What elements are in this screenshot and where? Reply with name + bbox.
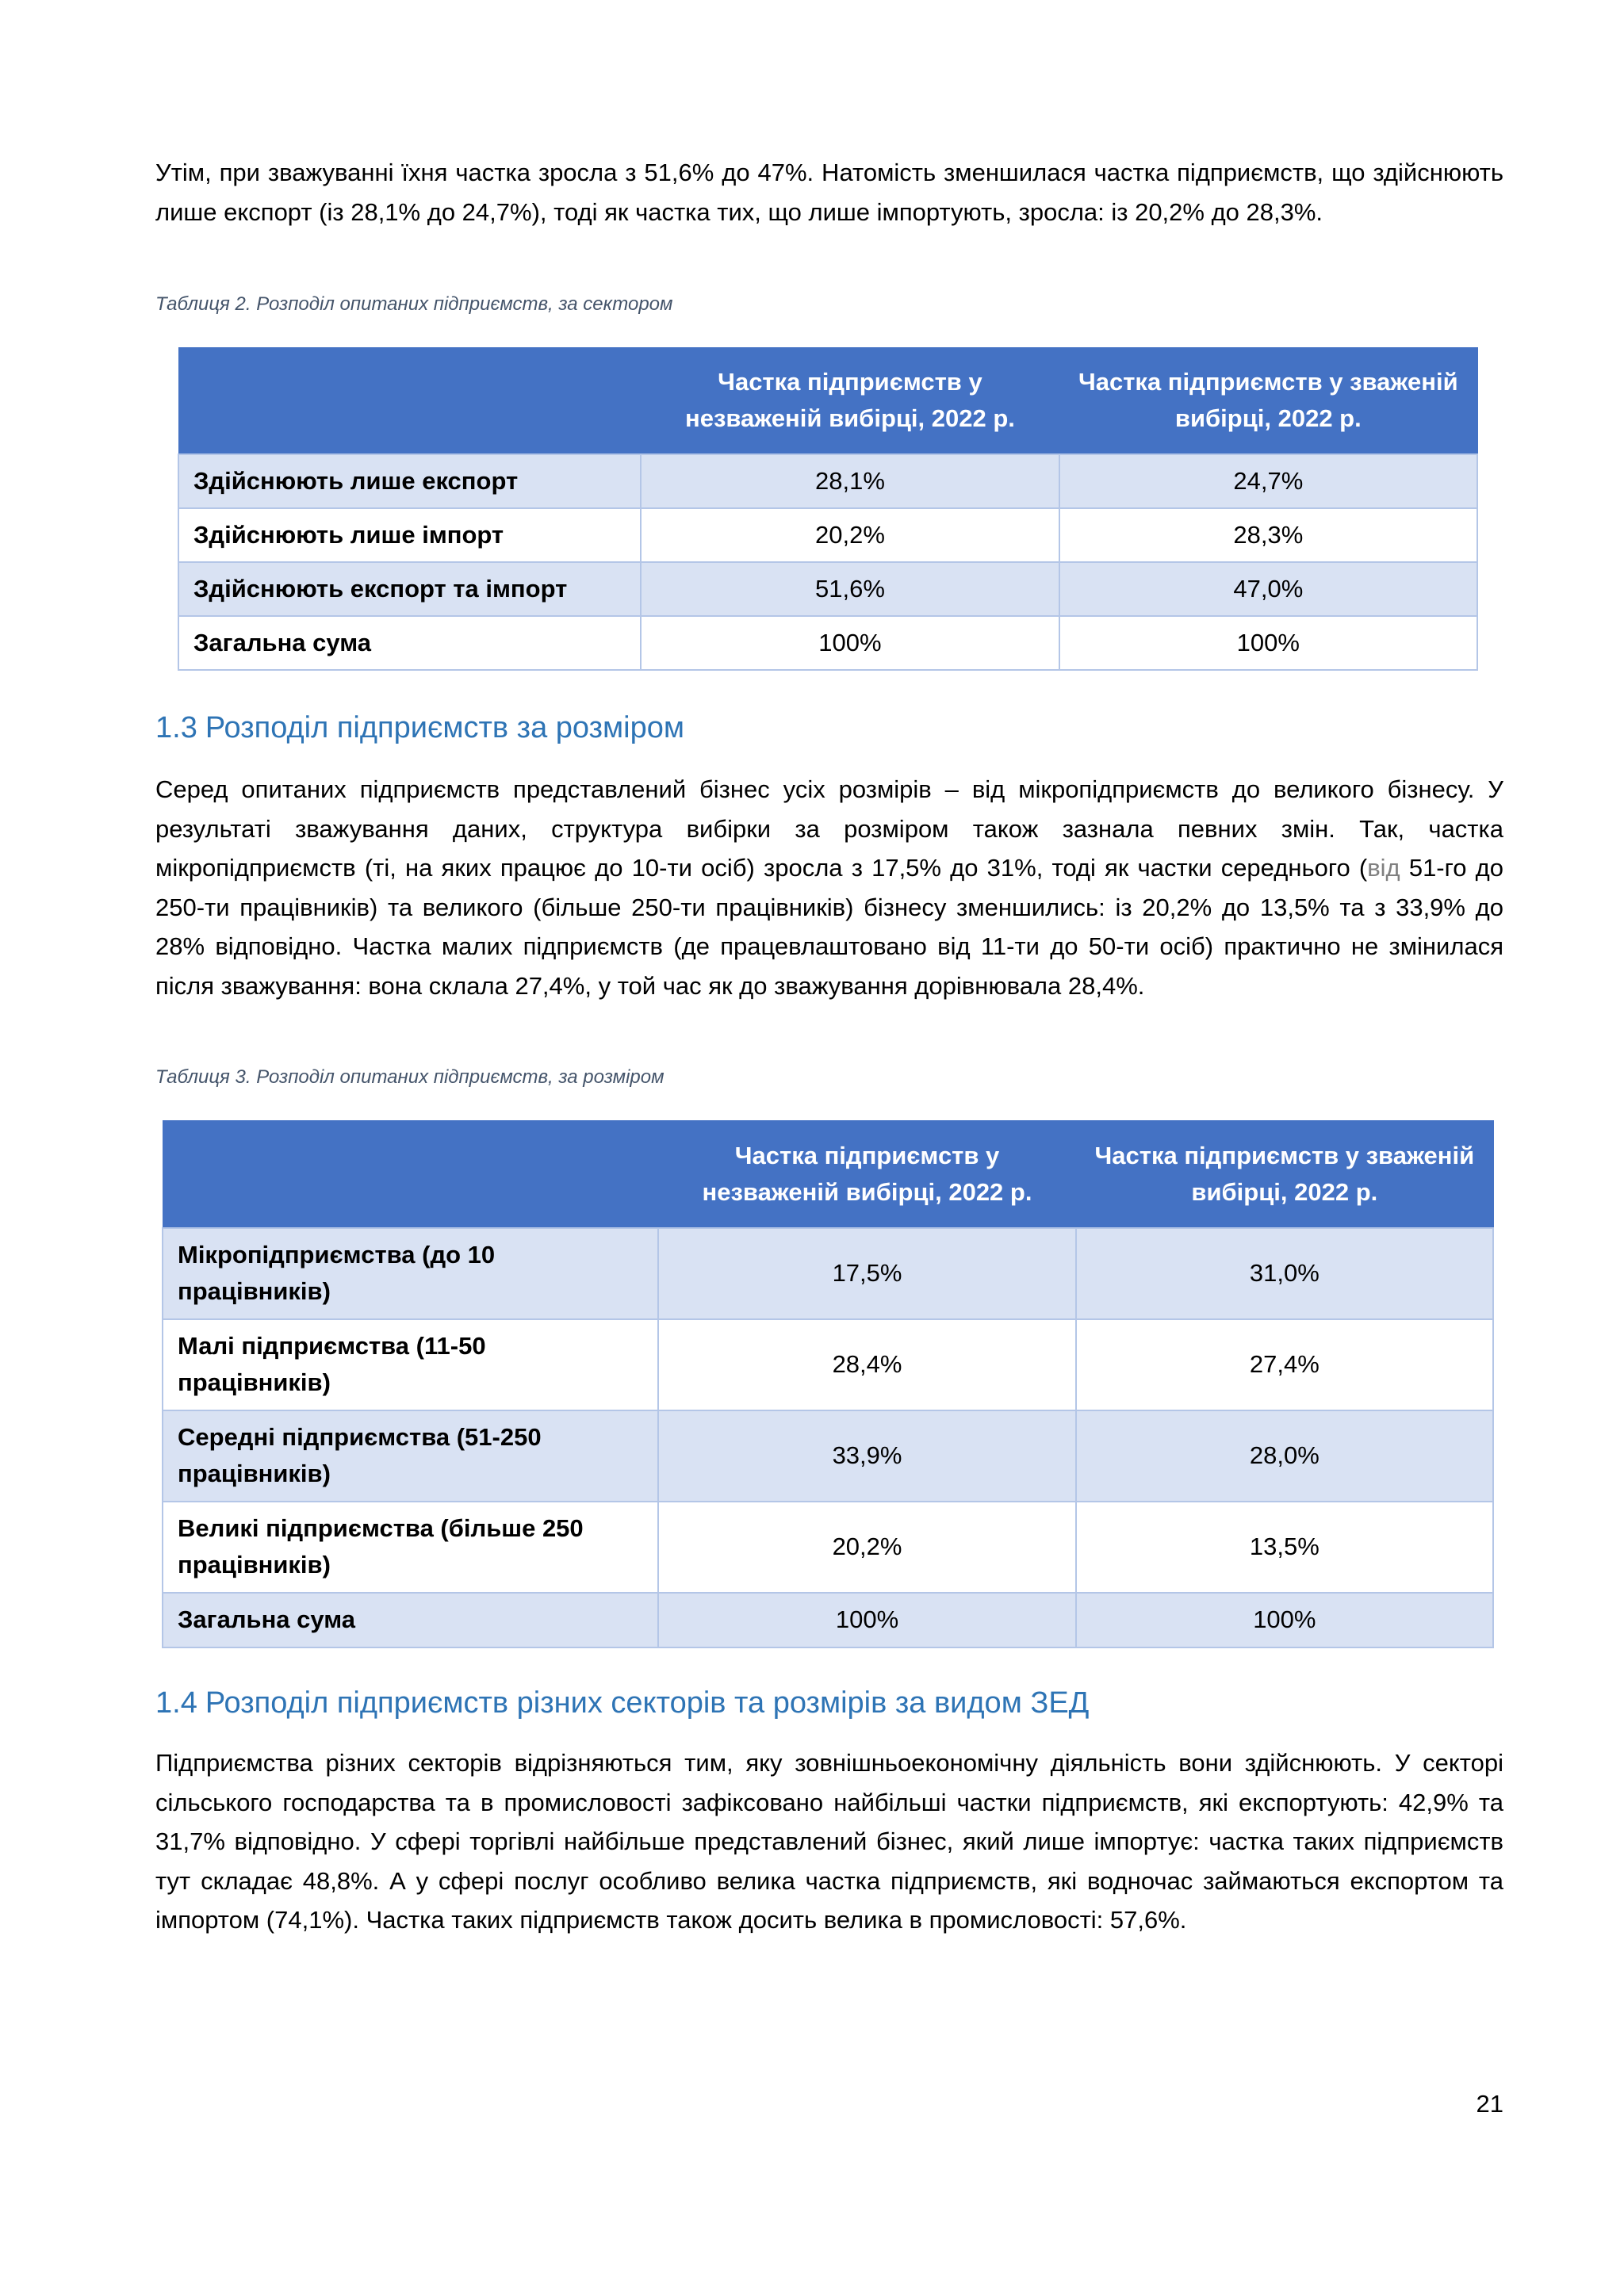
section-title: Розподіл підприємств різних секторів та розмірів за видом ЗЕД xyxy=(205,1686,1090,1720)
weighted-value: 100% xyxy=(1059,616,1477,670)
table-row xyxy=(163,1593,1493,1647)
weighted-value: 28,0% xyxy=(1076,1410,1493,1502)
section-1-4-heading xyxy=(155,1686,1089,1720)
table2-header-row xyxy=(178,348,1477,454)
table2-sector xyxy=(178,347,1478,671)
unweighted-value: 20,2% xyxy=(658,1502,1075,1593)
unweighted-value: 33,9% xyxy=(658,1410,1075,1502)
table3-header-unweighted: Частка підприємств у незваженій вибірці, 2022 р. xyxy=(658,1121,1075,1228)
row-label: Середні підприємства (51-250 працівників) xyxy=(163,1410,658,1502)
row-label: Здійснюють експорт та імпорт xyxy=(178,562,641,616)
unweighted-value: 28,1% xyxy=(641,454,1059,508)
table2-header-empty xyxy=(178,348,641,454)
table2-caption: Таблиця 2. Розподіл опитаних підприємств, за сектором xyxy=(155,293,673,315)
table-row xyxy=(178,562,1477,616)
paragraph-text: Серед опитаних підприємств представлений бізнес усіх розмірів – від мікропідприємств до великого бізнесу. У результаті зважування даних, структура вибірки за розміром також зазнала певних змін. Так, частка мікропідприємств (ті, на яких працює до 10-ти осіб) зросла з 17,5% до 31%, тоді як частки середнього ( xyxy=(155,775,1503,882)
table-row xyxy=(163,1228,1493,1319)
unweighted-value: 100% xyxy=(658,1593,1075,1647)
section-number: 1.4 xyxy=(155,1686,197,1720)
table-row xyxy=(163,1502,1493,1593)
table-row xyxy=(163,1319,1493,1410)
table3-header-weighted: Частка підприємств у зваженій вибірці, 2022 р. xyxy=(1076,1121,1493,1228)
table-row xyxy=(178,508,1477,562)
weighted-value: 13,5% xyxy=(1076,1502,1493,1593)
table3-header-row xyxy=(163,1121,1493,1228)
paragraph-gray-word: від xyxy=(1367,854,1400,882)
intro-paragraph: Утім, при зважуванні їхня частка зросла з 51,6% до 47%. Натомість зменшилася частка підприємств, що здійснюють лише експорт (із 28,1% до 24,7%), тоді як частка тих, що лише імпортують, зросла: із 20,2% до 28,3%. xyxy=(155,159,1503,226)
row-label: Великі підприємства (більше 250 працівників) xyxy=(163,1502,658,1593)
row-label: Загальна сума xyxy=(178,616,641,670)
unweighted-value: 17,5% xyxy=(658,1228,1075,1319)
section-1-3-heading xyxy=(155,711,684,745)
weighted-value: 28,3% xyxy=(1059,508,1477,562)
paragraph-text: 51-го до 250-ти працівників) та великого (більше 250-ти працівників) бізнесу зменшились: із 20,2% до 13,5% та з 33,9% до 28% відповідно. Частка малих підприємств (де працевлаштовано від 11-ти до 50-ти осіб) практично не змінилася після зважування: вона склала 27,4%, у той час як до зважування дорівнювала 28,4%. xyxy=(155,854,1503,1000)
row-label: Здійснюють лише експорт xyxy=(178,454,641,508)
row-label: Загальна сума xyxy=(163,1593,658,1647)
weighted-value: 27,4% xyxy=(1076,1319,1493,1410)
section-1-3-paragraph xyxy=(155,770,1503,1005)
unweighted-value: 51,6% xyxy=(641,562,1059,616)
table3-size xyxy=(162,1120,1494,1648)
table-row xyxy=(178,454,1477,508)
table3-caption: Таблиця 3. Розподіл опитаних підприємств, за розміром xyxy=(155,1066,665,1088)
table2-header-weighted: Частка підприємств у зваженій вибірці, 2022 р. xyxy=(1059,348,1477,454)
weighted-value: 31,0% xyxy=(1076,1228,1493,1319)
unweighted-value: 100% xyxy=(641,616,1059,670)
section-number: 1.3 xyxy=(155,711,197,744)
weighted-value: 100% xyxy=(1076,1593,1493,1647)
page-number: 21 xyxy=(1476,2090,1503,2118)
table-row xyxy=(178,616,1477,670)
row-label: Мікропідприємства (до 10 працівників) xyxy=(163,1228,658,1319)
row-label: Здійснюють лише імпорт xyxy=(178,508,641,562)
row-label: Малі підприємства (11-50 працівників) xyxy=(163,1319,658,1410)
table2-header-unweighted: Частка підприємств у незваженій вибірці, 2022 р. xyxy=(641,348,1059,454)
weighted-value: 24,7% xyxy=(1059,454,1477,508)
weighted-value: 47,0% xyxy=(1059,562,1477,616)
unweighted-value: 20,2% xyxy=(641,508,1059,562)
section-title: Розподіл підприємств за розміром xyxy=(205,711,684,744)
table-row xyxy=(163,1410,1493,1502)
table3-header-empty xyxy=(163,1121,658,1228)
unweighted-value: 28,4% xyxy=(658,1319,1075,1410)
section-1-4-paragraph: Підприємства різних секторів відрізняються тим, яку зовнішньоекономічну діяльність вони здійснюють. У секторі сільського господарства та в промисловості зафіксовано найбільші частки підприємств, які експортують: 42,9% та 31,7% відповідно. У сфері торгівлі найбільше представлений бізнес, який лише імпортує: частка таких підприємств тут складає 48,8%. А у сфері послуг особливо велика частка підприємств, які водночас займаються експортом та імпортом (74,1%). Частка таких підприємств також досить велика в промисловості: 57,6%. xyxy=(155,1749,1503,1934)
